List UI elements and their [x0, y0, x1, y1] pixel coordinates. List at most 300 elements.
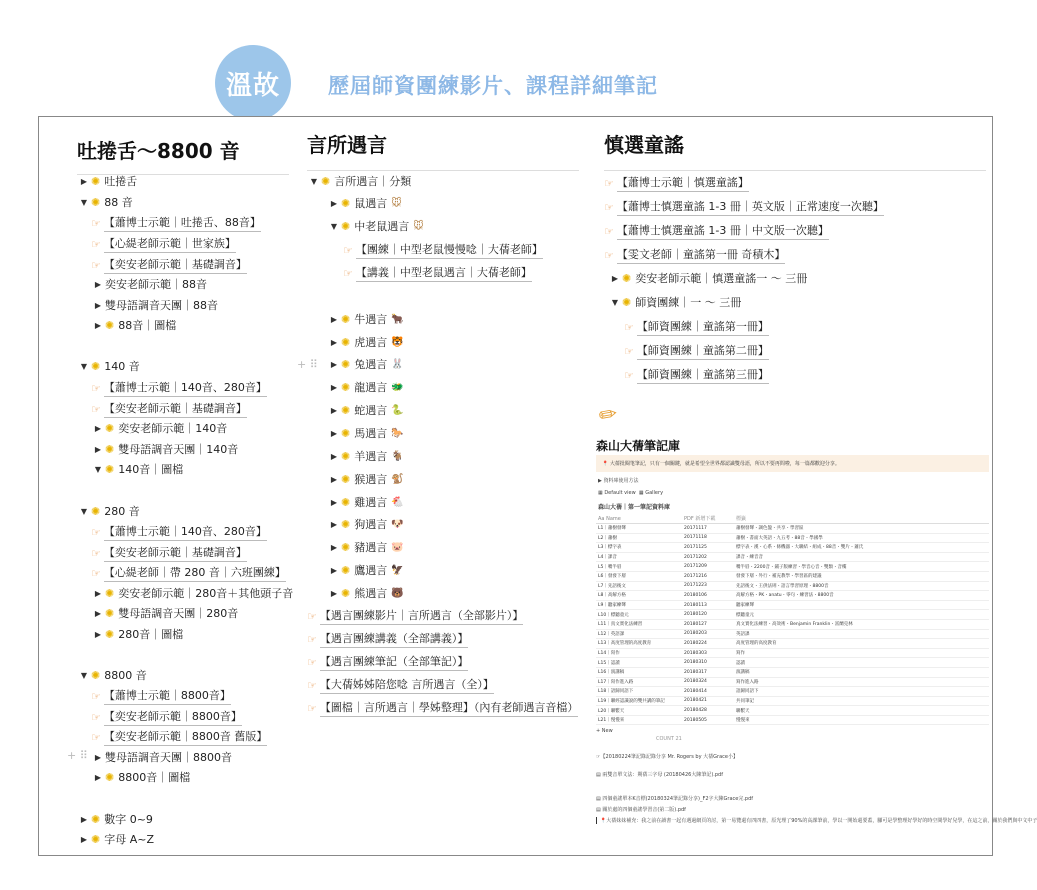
sun-icon: ✺	[91, 669, 101, 682]
item-label: 奕安老師示範｜88音	[105, 278, 207, 291]
hand-icon: ☞	[596, 754, 601, 760]
pointing-hand-icon: ☞	[91, 690, 101, 703]
file-link[interactable]	[596, 771, 723, 778]
file-icon: ▤	[596, 772, 603, 778]
item-label: 雙母語調音天團｜8800音	[105, 751, 232, 764]
table-cell-tag: 蕭樹・書面大英語・九五考・88音・學國學	[736, 535, 823, 541]
animal-icon: 🐲	[391, 382, 404, 393]
table-cell-name: L15｜認讀	[598, 660, 620, 666]
link-item[interactable]	[604, 200, 884, 216]
item-label: 鼠遇言	[354, 197, 388, 210]
toggle-open-icon[interactable]: ▼	[611, 298, 619, 307]
notes-title: 森山大蒨筆記庫	[596, 439, 681, 453]
table-cell-name: L2｜蕭樹	[598, 535, 617, 541]
item-label: 師資團練｜一 ～ 三冊	[635, 296, 742, 309]
sun-icon: ✺	[341, 197, 351, 210]
item-label: 【蕭博士示範｜140音、280音】	[104, 525, 267, 541]
pointing-hand-icon: ☞	[604, 249, 614, 262]
pointing-hand-icon: ☞	[343, 244, 353, 257]
table-row[interactable]	[596, 678, 989, 688]
toggle-item[interactable]	[327, 404, 404, 418]
table-cell-name: L21｜慢慢來	[598, 718, 625, 724]
toggle-closed-icon[interactable]: ▶	[330, 520, 338, 529]
table-cell-name: L1｜蕭樹發聲	[598, 526, 626, 532]
toggle-item[interactable]	[327, 313, 404, 327]
toggle-usage[interactable]: ▶ 資料庫使用方法	[598, 478, 639, 484]
item-label: 虎遇言	[354, 336, 388, 349]
table-cell-tag: 標字表・漢・心系・條機器・大聯結・組成・88音・雙片・蕭氏	[736, 545, 864, 551]
toggle-closed-icon[interactable]: ▶	[330, 498, 338, 507]
table-row[interactable]	[596, 668, 989, 678]
pointing-hand-icon: ☞	[624, 321, 634, 334]
toggle-item[interactable]	[327, 450, 404, 464]
item-label: 豬遇言	[354, 541, 388, 554]
link-item[interactable]	[91, 689, 231, 705]
animal-icon: 🐒	[391, 474, 404, 485]
toggle-item[interactable]	[77, 175, 137, 189]
table-cell-name: L5｜嘴半唇	[598, 564, 622, 570]
animal-icon: 🐔	[391, 497, 404, 508]
table-cell-name: L18｜語歸同語下	[598, 689, 634, 695]
sun-icon: ✺	[105, 463, 115, 476]
item-label: 140音｜圖檔	[118, 463, 184, 476]
pointing-hand-icon: ☞	[624, 345, 634, 358]
sun-icon: ✺	[91, 196, 101, 209]
item-label: 【蕭博士示範｜8800音】	[104, 689, 231, 705]
link-item[interactable]	[91, 216, 261, 232]
link-item[interactable]	[307, 609, 523, 625]
pointing-hand-icon: ☞	[604, 201, 614, 214]
sun-icon: ✺	[341, 381, 351, 394]
table-cell-date: 20180120	[684, 612, 707, 618]
pin-icon: 📍	[602, 461, 610, 467]
item-label: 【心緹老師｜帶 280 音｜六班團練】	[104, 566, 286, 582]
toggle-closed-icon[interactable]: ▶	[94, 424, 102, 433]
toggle-closed-icon[interactable]: ▶	[94, 753, 102, 762]
pointing-hand-icon: ☞	[91, 547, 101, 560]
table-cell-date: 20180127	[684, 621, 707, 627]
item-label: 【雯文老師｜童謠第一冊 奇積木】	[617, 248, 786, 264]
item-label: 【蕭博士示範｜140音、280音】	[104, 381, 267, 397]
sun-icon: ✺	[341, 404, 351, 417]
table-row[interactable]	[596, 534, 989, 544]
toggle-closed-icon[interactable]: ▶	[94, 301, 102, 310]
toggle-closed-icon[interactable]: ▶	[94, 445, 102, 454]
toggle-closed-icon[interactable]: ▶	[330, 475, 338, 484]
toggle-closed-icon[interactable]: ▶	[80, 815, 88, 824]
table-cell-tag: 標聽童元	[736, 612, 754, 618]
link-item[interactable]	[91, 258, 247, 274]
link-item[interactable]	[91, 525, 267, 541]
table-row[interactable]	[596, 582, 989, 592]
table-cell-date: 20180317	[684, 669, 707, 675]
table-cell-name: L11｜真文實化法練習	[598, 622, 643, 628]
table-row[interactable]	[596, 649, 989, 659]
table-cell-date: 20180505	[684, 717, 707, 723]
table-row[interactable]	[596, 716, 989, 726]
toggle-closed-icon[interactable]: ▶	[330, 383, 338, 392]
column-phrases	[307, 117, 579, 171]
toggle-item[interactable]	[91, 587, 293, 601]
toggle-item[interactable]	[327, 587, 404, 601]
notes-database-table	[596, 514, 989, 742]
item-label: 奕安老師示範｜慎選童謠一 ～ 三冊	[635, 272, 808, 285]
table-header	[596, 514, 989, 524]
table-row[interactable]	[596, 524, 989, 534]
table-cell-date: 20180106	[684, 592, 707, 598]
link-item[interactable]	[91, 710, 242, 726]
toggle-item[interactable]	[91, 751, 232, 765]
table-cell-tag: 蕭樹發聲・調色盤・共享・學習區	[736, 526, 804, 532]
toggle-item[interactable]	[91, 607, 238, 621]
item-label: 字母 A~Z	[104, 833, 154, 846]
link-item[interactable]	[307, 678, 494, 694]
item-label: 【師資團練｜童謠第三冊】	[637, 368, 769, 384]
sun-icon: ✺	[91, 175, 101, 188]
toggle-item[interactable]	[327, 358, 404, 372]
item-label: 【奕安老師示範｜基礎調音】	[104, 402, 247, 418]
sun-icon: ✺	[91, 813, 101, 826]
toggle-item[interactable]	[77, 505, 140, 519]
sun-icon: ✺	[105, 587, 115, 600]
table-row[interactable]	[596, 572, 989, 582]
column-title: 吐捲舌～8800 音	[77, 139, 240, 163]
toggle-item[interactable]	[77, 196, 133, 210]
toggle-closed-icon[interactable]: ▶	[94, 589, 102, 598]
toggle-item[interactable]	[77, 833, 154, 847]
toggle-closed-icon[interactable]: ▶	[330, 315, 338, 324]
table-cell-name: L9｜聽家練聲	[598, 603, 626, 609]
column-nursery-rhymes	[604, 117, 986, 171]
table-row[interactable]	[596, 601, 989, 611]
link-item[interactable]	[91, 566, 286, 582]
toggle-closed-icon[interactable]: ▶	[94, 773, 102, 782]
toggle-closed-icon[interactable]: ▶	[330, 360, 338, 369]
item-label: 羊遇言	[354, 450, 388, 463]
sun-icon: ✺	[622, 296, 632, 309]
sun-icon: ✺	[341, 473, 351, 486]
sun-icon: ✺	[341, 587, 351, 600]
item-label: 鷹遇言	[354, 564, 388, 577]
sun-icon: ✺	[105, 422, 115, 435]
table-row[interactable]	[596, 658, 989, 668]
item-label: 280音｜圖檔	[118, 628, 184, 641]
item-label: 馬遇言	[354, 427, 388, 440]
review-badge: 溫故	[215, 45, 291, 121]
item-label: 吐捲舌	[104, 175, 138, 188]
sun-icon: ✺	[341, 427, 351, 440]
item-label: 狗遇言	[354, 518, 388, 531]
toggle-item[interactable]	[77, 360, 140, 374]
toggle-open-icon[interactable]: ▼	[330, 222, 338, 231]
toggle-item[interactable]	[327, 427, 404, 441]
column-header-date[interactable]: PDF 新增下載	[684, 516, 716, 522]
animal-icon: 🐎	[391, 428, 404, 439]
toggle-item[interactable]	[91, 299, 218, 313]
table-cell-date: 20180203	[684, 631, 707, 637]
link-item[interactable]	[91, 546, 247, 562]
item-label: 【蕭博士慎選童謠 1-3 冊｜中文版一次聽】	[617, 224, 829, 240]
sun-icon: ✺	[105, 607, 115, 620]
file-link[interactable]	[596, 806, 686, 813]
item-label: 牛遇言	[354, 313, 388, 326]
item-label: 兔遇言	[354, 358, 388, 371]
item-label: 數字 0~9	[104, 813, 153, 826]
drag-handle-icon[interactable]: + ⠿	[67, 749, 88, 762]
toggle-closed-icon[interactable]: ▶	[94, 630, 102, 639]
toggle-open-icon[interactable]: ▼	[80, 507, 88, 516]
column-title: 慎選童謠	[604, 133, 684, 157]
table-row[interactable]	[596, 610, 989, 620]
toggle-open-icon[interactable]: ▼	[80, 362, 88, 371]
divider	[307, 170, 579, 171]
table-row[interactable]	[596, 697, 989, 707]
item-label: 【奕安老師示範｜8800音 舊版】	[104, 730, 268, 746]
table-cell-tag: 聽家練聲	[736, 603, 754, 609]
item-label: 【蕭博士示範｜吐捲舌、88音】	[104, 216, 261, 232]
item-label: 【心緹老師示範｜世家族】	[104, 237, 236, 253]
item-label: 猴遇言	[354, 473, 388, 486]
column-header-tags[interactable]: 標籤	[736, 516, 747, 522]
pointing-hand-icon: ☞	[91, 403, 101, 416]
file-link[interactable]	[596, 753, 738, 760]
footer-note	[596, 817, 1037, 824]
animal-icon: 🐂	[391, 314, 404, 325]
pointing-hand-icon: ☞	[604, 225, 614, 238]
sun-icon: ✺	[91, 833, 101, 846]
item-label: 雙母語調音天團｜88音	[105, 299, 218, 312]
table-row[interactable]	[596, 562, 989, 572]
table-cell-date: 20180414	[684, 688, 707, 694]
pointing-hand-icon: ☞	[91, 259, 101, 272]
pointing-hand-icon: ☞	[91, 382, 101, 395]
toggle-item[interactable]	[327, 381, 404, 395]
toggle-closed-icon[interactable]: ▶	[80, 177, 88, 186]
toggle-closed-icon[interactable]: ▶	[330, 199, 338, 208]
view-tabs[interactable]	[598, 490, 663, 496]
table-cell-tag: 聯繫天	[736, 708, 750, 714]
table-cell-date: 20180303	[684, 650, 707, 656]
file-link-label: 關於處的四個童謠學習音(第二版).pdf	[602, 807, 686, 813]
table-row[interactable]	[596, 639, 989, 649]
sun-icon: ✺	[341, 313, 351, 326]
item-label: 88音｜圖檔	[118, 319, 177, 332]
toggle-closed-icon[interactable]: ▶	[330, 452, 338, 461]
table-cell-name: L14｜寫作	[598, 651, 620, 657]
link-item[interactable]	[307, 701, 578, 717]
view-tab-default[interactable]: Default view	[604, 490, 636, 496]
toggle-item[interactable]	[327, 518, 404, 532]
toggle-closed-icon[interactable]: ▶	[330, 338, 338, 347]
animal-icon: 🐰	[391, 359, 404, 370]
table-cell-name: L7｜先語後文	[598, 583, 626, 589]
table-cell-date: 20171117	[684, 525, 707, 531]
item-label: 8800音｜圖檔	[118, 771, 191, 784]
toggle-closed-icon[interactable]: ▶	[611, 274, 619, 283]
toggle-item[interactable]	[307, 175, 411, 189]
toggle-open-icon[interactable]: ▼	[80, 198, 88, 207]
toggle-closed-icon[interactable]: ▶	[94, 280, 102, 289]
item-label: 【遇言團練講義（全部講義）】	[320, 632, 469, 648]
new-row-button[interactable]: + New	[596, 728, 613, 735]
table-cell-name: L17｜寫作進入路	[598, 679, 634, 685]
notion-page-frame	[38, 116, 1037, 856]
animal-icon: 🦅	[391, 565, 404, 576]
table-cell-tag: 高度管理的高度教育	[736, 641, 777, 647]
item-label: 奕安老師示範｜140音	[118, 422, 228, 435]
file-link-label: 兩雙音單文法：期蒨三字母 (20180426大陳筆記).pdf	[602, 772, 723, 778]
table-cell-name: L3｜標字表	[598, 545, 622, 551]
table-cell-date: 20180421	[684, 698, 707, 704]
pointing-hand-icon: ☞	[91, 238, 101, 251]
toggle-item[interactable]	[91, 463, 183, 477]
link-item[interactable]	[91, 381, 267, 397]
drag-handle-icon[interactable]: + ⠿	[297, 358, 318, 371]
link-item[interactable]	[91, 730, 267, 746]
toggle-item[interactable]	[608, 272, 807, 286]
pointing-hand-icon: ☞	[307, 702, 317, 715]
sun-icon: ✺	[321, 175, 331, 188]
item-label: 熊遇言	[354, 587, 388, 600]
table-cell-name: L20｜聯繫天	[598, 708, 625, 714]
toggle-closed-icon[interactable]: ▶	[330, 543, 338, 552]
link-item[interactable]	[307, 632, 468, 648]
sun-icon: ✺	[91, 360, 101, 373]
link-item[interactable]	[91, 237, 236, 253]
notes-callout	[596, 455, 989, 472]
link-item[interactable]	[604, 248, 785, 264]
pointing-hand-icon: ☞	[343, 267, 353, 280]
table-cell-name: L16｜演講稿	[598, 670, 625, 676]
sun-icon: ✺	[622, 272, 632, 285]
toggle-item[interactable]	[327, 564, 404, 578]
item-label: 【奕安老師示範｜8800音】	[104, 710, 242, 726]
table-row[interactable]	[596, 543, 989, 553]
table-cell-date: 20171202	[684, 554, 707, 560]
toggle-item[interactable]	[91, 443, 238, 457]
toggle-closed-icon[interactable]: ▶	[330, 406, 338, 415]
toggle-closed-icon[interactable]: ▶	[330, 589, 338, 598]
pointing-hand-icon: ☞	[91, 217, 101, 230]
link-item[interactable]	[307, 655, 468, 671]
animal-icon: 🐻	[391, 588, 404, 599]
toggle-item[interactable]	[327, 541, 404, 555]
toggle-closed-icon[interactable]: ▶	[330, 429, 338, 438]
db-title: 森山大蒨｜第一筆記資料庫	[598, 504, 671, 511]
table-row[interactable]	[596, 553, 989, 563]
table-cell-name: L13｜高度管理的高度教育	[598, 641, 652, 647]
table-row[interactable]	[596, 591, 989, 601]
toggle-item[interactable]	[91, 628, 183, 642]
pointing-hand-icon: ☞	[91, 526, 101, 539]
table-cell-name: L10｜標聽童元	[598, 612, 629, 618]
link-item[interactable]	[343, 266, 532, 282]
table-cell-tag: 高解方格・PK・anatu・零句・練習法・8800音	[736, 593, 834, 599]
toggle-item[interactable]	[327, 496, 404, 510]
toggle-open-icon[interactable]: ▼	[310, 177, 318, 186]
link-item[interactable]	[624, 344, 769, 360]
toggle-item[interactable]	[327, 197, 402, 211]
table-cell-tag: 課音・練音音	[736, 555, 763, 561]
table-cell-tag: 寫作	[736, 651, 745, 657]
toggle-open-icon[interactable]: ▼	[94, 465, 102, 474]
link-item[interactable]	[343, 243, 543, 259]
item-label: 【團練｜中型老鼠慢慢唸｜大蒨老師】	[356, 243, 543, 259]
table-cell-tag: 真文實化法練習・高效術・Benjamin Franklin・富蘭克林	[736, 622, 853, 628]
link-item[interactable]	[624, 368, 769, 384]
table-row[interactable]	[596, 706, 989, 716]
link-item[interactable]	[604, 176, 749, 192]
item-label: 龍遇言	[354, 381, 388, 394]
pointing-hand-icon: ☞	[307, 610, 317, 623]
link-item[interactable]	[624, 320, 769, 336]
table-row[interactable]	[596, 620, 989, 630]
toggle-closed-icon[interactable]: ▶	[94, 321, 102, 330]
pointing-hand-icon: ☞	[91, 731, 101, 744]
file-link[interactable]	[596, 795, 753, 802]
view-tab-gallery[interactable]: Gallery	[645, 490, 664, 496]
animal-icon: 🐍	[391, 405, 404, 416]
animal-icon: 🐭	[391, 198, 402, 209]
link-item[interactable]	[91, 402, 247, 418]
table-cell-tag: 演講稿	[736, 670, 750, 676]
toggle-item[interactable]	[91, 771, 190, 785]
toggle-label: 資料庫使用方法	[603, 478, 639, 484]
toggle-item[interactable]	[91, 278, 207, 292]
table-cell-tag: 英語課	[736, 631, 750, 637]
toggle-item[interactable]	[91, 422, 227, 436]
table-row[interactable]	[596, 630, 989, 640]
table-cell-name: L12｜英語課	[598, 631, 625, 637]
callout-text: 大蒨批閱笔筆記，只有一個關鍵，就是希望全世界都認識雙母語，所以不要再問啦，每一篇都歡迎分享。	[609, 461, 840, 467]
pointing-hand-icon: ☞	[91, 711, 101, 724]
table-cell-date: 20171216	[684, 573, 707, 579]
toggle-item[interactable]	[608, 296, 741, 310]
sun-icon: ✺	[91, 505, 101, 518]
item-label: 【奕安老師示範｜基礎調音】	[104, 546, 247, 562]
item-label: 【師資團練｜童謠第一冊】	[637, 320, 769, 336]
sun-icon: ✺	[341, 496, 351, 509]
item-label: 280 音	[104, 505, 140, 518]
table-cell-name: L6｜發發下層	[598, 574, 626, 580]
link-item[interactable]	[604, 224, 829, 240]
toggle-item[interactable]	[77, 813, 153, 827]
toggle-item[interactable]	[77, 669, 147, 683]
toggle-closed-icon[interactable]: ▶	[330, 566, 338, 575]
column-header-name[interactable]: Aa Name	[598, 515, 621, 522]
table-cell-date: 20171118	[684, 535, 707, 541]
toggle-item[interactable]	[327, 220, 424, 234]
toggle-closed-icon[interactable]: ▶	[80, 835, 88, 844]
toggle-item[interactable]	[91, 319, 176, 333]
sun-icon: ✺	[341, 358, 351, 371]
sun-icon: ✺	[105, 443, 115, 456]
item-label: 言所遇言｜分類	[334, 175, 412, 188]
column-pronunciation	[77, 117, 289, 175]
toggle-closed-icon[interactable]: ▶	[94, 609, 102, 618]
pencil-icon: ✏	[596, 401, 620, 430]
toggle-item[interactable]	[327, 336, 404, 350]
table-cell-date: 20171209	[684, 564, 707, 570]
toggle-item[interactable]	[327, 473, 404, 487]
table-cell-tag: 語歸同語下	[736, 689, 759, 695]
item-label: 8800 音	[104, 669, 147, 682]
file-link-label: 四個童謠單本K音標(20180324筆記錄分享)_F2字大陳Grace完.pdf	[602, 796, 754, 802]
item-label: 【奕安老師示範｜基礎調音】	[104, 258, 247, 274]
toggle-open-icon[interactable]: ▼	[80, 671, 88, 680]
table-row[interactable]	[596, 687, 989, 697]
footer-note-text: 大蒨妹妹補充：我之前在讀書一起有遇過網頁的討，第一易覽還有四四書，原光理了90%的高課筆前，學以一開始還要蓋，腳可是學整理好學好的時空間學好兒學，在這之前，關於我們與中文中子	[606, 818, 1037, 824]
